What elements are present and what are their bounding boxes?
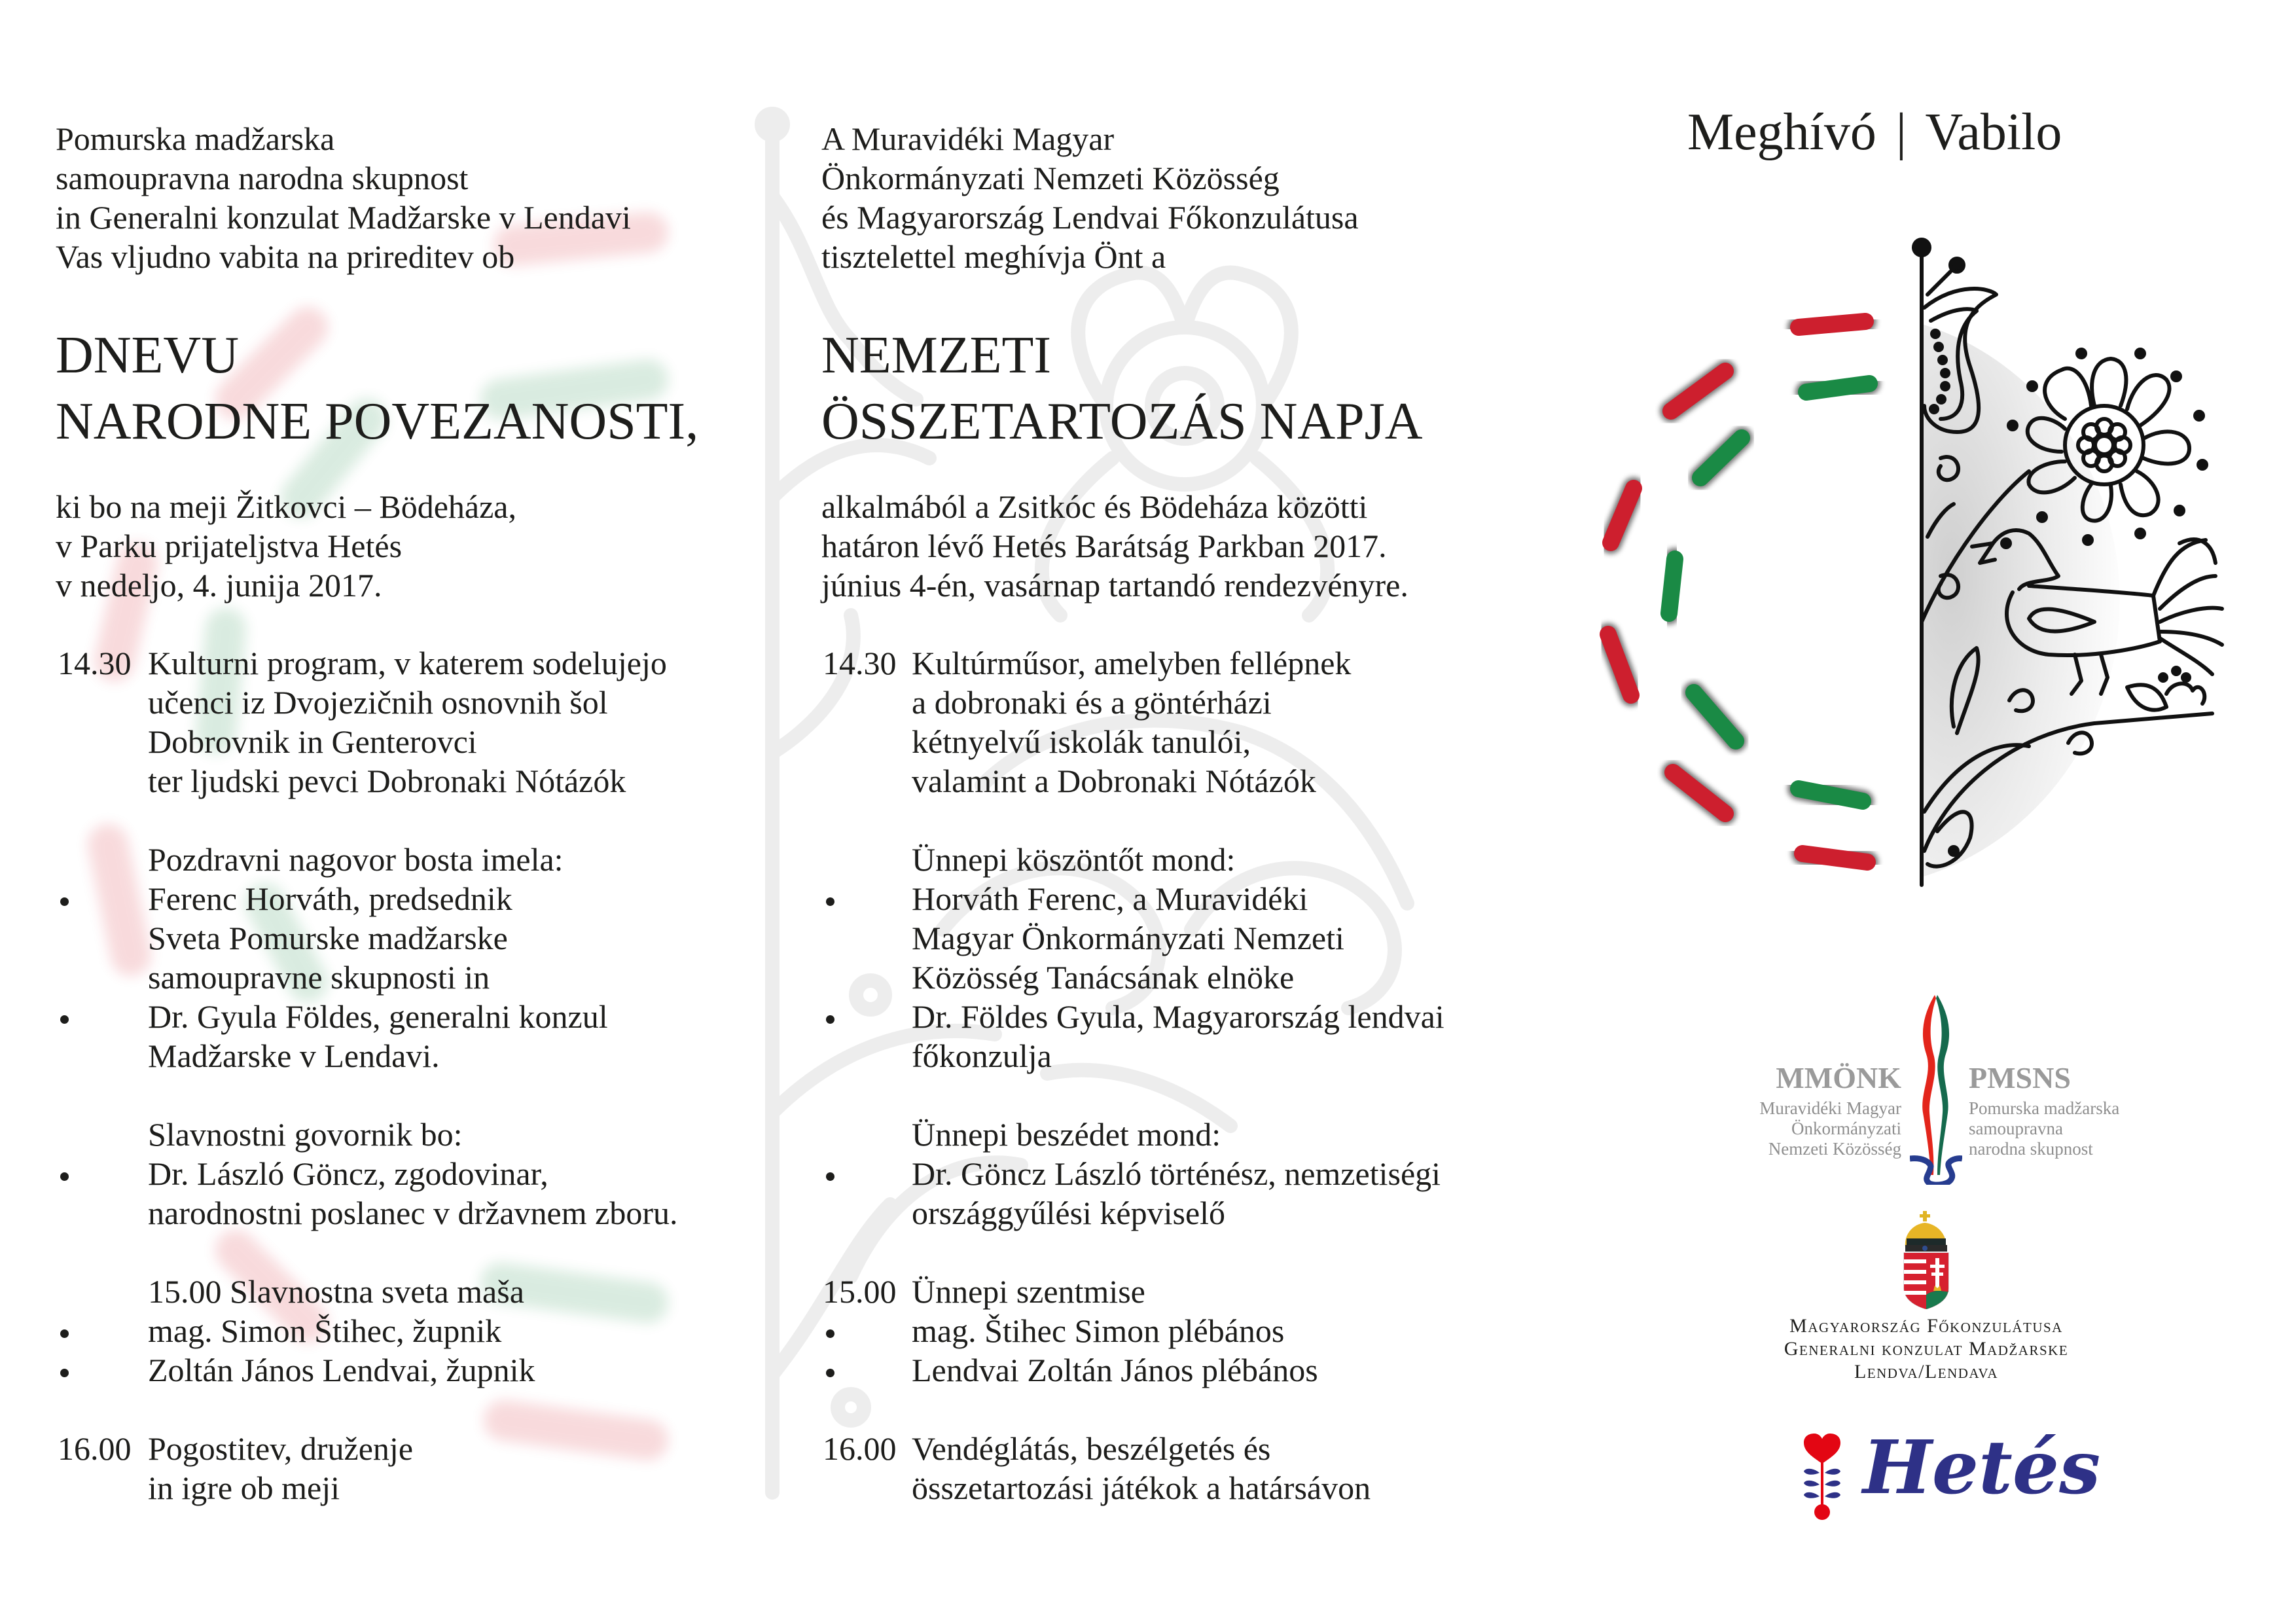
red-dash xyxy=(1799,321,1865,327)
mmonk-name-line: Nemzeti Közösség xyxy=(1768,1139,1901,1159)
intro-line: samoupravna narodna skupnost xyxy=(56,160,469,196)
consulate-line: Generalni konzulat Madžarske xyxy=(1784,1338,2069,1360)
pmsns-name-line: Pomurska madžarska xyxy=(1969,1098,2120,1118)
program-item: mag. Simon Štihec, župnik xyxy=(148,1312,502,1349)
bullet-icon xyxy=(826,1172,834,1181)
program-line: Kulturni program, v katerem sodelujejo xyxy=(148,645,667,681)
bullet-icon xyxy=(826,1015,834,1024)
bullet-icon xyxy=(60,1015,69,1024)
red-dash xyxy=(1608,634,1631,695)
green-dash xyxy=(1669,559,1675,613)
red-dash xyxy=(1671,371,1725,411)
intro-line: in Generalni konzulat Madžarske v Lendavi xyxy=(56,199,631,236)
venue-line: június 4-én, vasárnap tartandó rendezvényre. xyxy=(821,567,1408,604)
program-item: Dr. Földes Gyula, Magyarország lendvai xyxy=(912,998,1444,1035)
program-line: Slavnostni govornik bo: xyxy=(148,1116,463,1153)
program-line: Ünnepi szentmise xyxy=(912,1273,1145,1310)
program-line: Dobrovnik in Genterovci xyxy=(148,723,477,760)
bullet-icon xyxy=(60,897,69,906)
ghost-dash xyxy=(108,844,131,956)
program-item: Ferenc Horváth, predsednik xyxy=(148,880,512,917)
program-line: főkonzulja xyxy=(912,1038,1052,1074)
bullet-icon xyxy=(60,1329,69,1338)
event-heading: NARODNE POVEZANOSTI, xyxy=(56,393,699,450)
hungarian-coat-of-arms-icon xyxy=(1901,1211,1951,1309)
program-line: országgyűlési képviselő xyxy=(912,1195,1226,1231)
ghost-dash xyxy=(504,1420,648,1440)
event-heading: DNEVU xyxy=(56,327,239,384)
program-line: Magyar Önkormányzati Nemzeti xyxy=(912,920,1344,956)
program-item: Zoltán János Lendvai, župnik xyxy=(148,1352,535,1388)
consulate-name xyxy=(1697,1314,2155,1383)
program-item: Dr. László Göncz, zgodovinar, xyxy=(148,1155,548,1192)
cover-title xyxy=(1687,99,2062,165)
green-dash xyxy=(1806,384,1869,392)
program-line: Sveta Pomurske madžarske xyxy=(148,920,508,956)
program-item: Lendvai Zoltán János plébános xyxy=(912,1352,1318,1388)
pmsns-name-line: narodna skupnost xyxy=(1969,1139,2093,1159)
program-line: Ünnepi beszédet mond: xyxy=(912,1116,1221,1153)
program-item: Horváth Ferenc, a Muravidéki xyxy=(912,880,1308,917)
title-hungarian: Meghívó xyxy=(1687,103,1876,161)
program-line: Ünnepi köszöntőt mond: xyxy=(912,841,1236,878)
program-line: Pogostitev, druženje xyxy=(148,1430,414,1467)
program-line: Vendéglátás, beszélgetés és xyxy=(912,1430,1271,1467)
program-line: összetartozási játékok a határsávon xyxy=(912,1470,1371,1506)
program-time: 14.30 xyxy=(58,645,132,681)
program-time: 16.00 xyxy=(58,1430,132,1467)
mmonk-name-hu xyxy=(1759,1098,1901,1159)
venue-line: ki bo na meji Žitkovci – Bödeháza, xyxy=(56,488,516,525)
hetes-heart-flower-icon xyxy=(1801,1432,1843,1524)
bullet-icon xyxy=(826,1329,834,1338)
mmonk-name-line: Önkormányzati xyxy=(1791,1119,1901,1138)
program-line: valamint a Dobronaki Nótázók xyxy=(912,763,1316,799)
intro-line: Vas vljudno vabita na prireditev ob xyxy=(56,238,515,275)
program-line: in igre ob meji xyxy=(148,1470,340,1506)
red-dash xyxy=(1673,772,1725,814)
program-line: ter ljudski pevci Dobronaki Nótázók xyxy=(148,763,626,799)
program-item: mag. Štihec Simon plébános xyxy=(912,1312,1285,1349)
program-item: Dr. Gyula Földes, generalni konzul xyxy=(148,998,608,1035)
venue-line: v nedeljo, 4. junija 2017. xyxy=(56,567,382,604)
bullet-icon xyxy=(60,1172,69,1181)
program-line: Madžarske v Lendavi. xyxy=(148,1038,440,1074)
bullet-icon xyxy=(60,1369,69,1377)
program-time: 14.30 xyxy=(823,645,897,681)
program-line: kétnyelvű iskolák tanulói, xyxy=(912,723,1251,760)
mmonk-logo xyxy=(1734,988,2127,1185)
bullet-icon xyxy=(826,897,834,906)
program-line: samoupravne skupnosti in xyxy=(148,959,490,996)
intro-line: tisztelettel meghívja Önt a xyxy=(821,238,1166,275)
venue-line: v Parku prijateljstva Hetés xyxy=(56,528,403,564)
event-heading: ÖSSZETARTOZÁS NAPJA xyxy=(821,393,1423,450)
program-line: učenci iz Dvojezičnih osnovnih šol xyxy=(148,684,608,721)
intro-line: Pomurska madžarska xyxy=(56,120,335,157)
venue-line: határon lévő Hetés Barátság Parkban 2017. xyxy=(821,528,1387,564)
consulate-line: Lendva/Lendava xyxy=(1854,1361,1998,1382)
program-line: narodnostni poslanec v državnem zboru. xyxy=(148,1195,678,1231)
mmonk-name-line: Muravidéki Magyar xyxy=(1759,1098,1901,1118)
event-heading: NEMZETI xyxy=(821,327,1052,384)
program-line: a dobronaki és a göntérházi xyxy=(912,684,1272,721)
cover-artwork xyxy=(1571,236,2225,897)
mmonk-abbreviation: MMÖNK xyxy=(1776,1061,1901,1094)
program-line: Kultúrműsor, amelyben fellépnek xyxy=(912,645,1352,681)
hetes-logo-text: Hetés xyxy=(1863,1425,2101,1511)
pmsns-abbreviation: PMSNS xyxy=(1969,1061,2071,1094)
program-time: 15.00 xyxy=(823,1273,897,1310)
red-dash xyxy=(1611,488,1634,543)
dash-ring xyxy=(1608,321,1869,862)
program-line: Pozdravni nagovor bosta imela: xyxy=(148,841,564,878)
pmsns-name-sl xyxy=(1969,1098,2119,1159)
program-time: 16.00 xyxy=(823,1430,897,1467)
ribbon-icon xyxy=(1910,995,1962,1185)
flower-icon xyxy=(2009,350,2206,544)
program-line: 15.00 Slavnostna sveta maša xyxy=(148,1273,524,1310)
red-dash xyxy=(1803,854,1867,862)
intro-line: Önkormányzati Nemzeti Közösség xyxy=(821,160,1280,196)
program-item: Dr. Göncz László történész, nemzetiségi xyxy=(912,1155,1441,1192)
bullet-icon xyxy=(826,1369,834,1377)
intro-line: A Muravidéki Magyar xyxy=(821,120,1115,157)
consulate-line: Magyarország Főkonzulátusa xyxy=(1789,1315,2063,1337)
title-separator: | xyxy=(1895,103,1907,161)
venue-line: alkalmából a Zsitkóc és Bödeháza közötti xyxy=(821,488,1368,525)
program-line: Közösség Tanácsának elnöke xyxy=(912,959,1295,996)
intro-line: és Magyarország Lendvai Főkonzulátusa xyxy=(821,199,1359,236)
title-slovene: Vabilo xyxy=(1925,103,2062,161)
pmsns-name-line: samoupravna xyxy=(1969,1119,2063,1138)
